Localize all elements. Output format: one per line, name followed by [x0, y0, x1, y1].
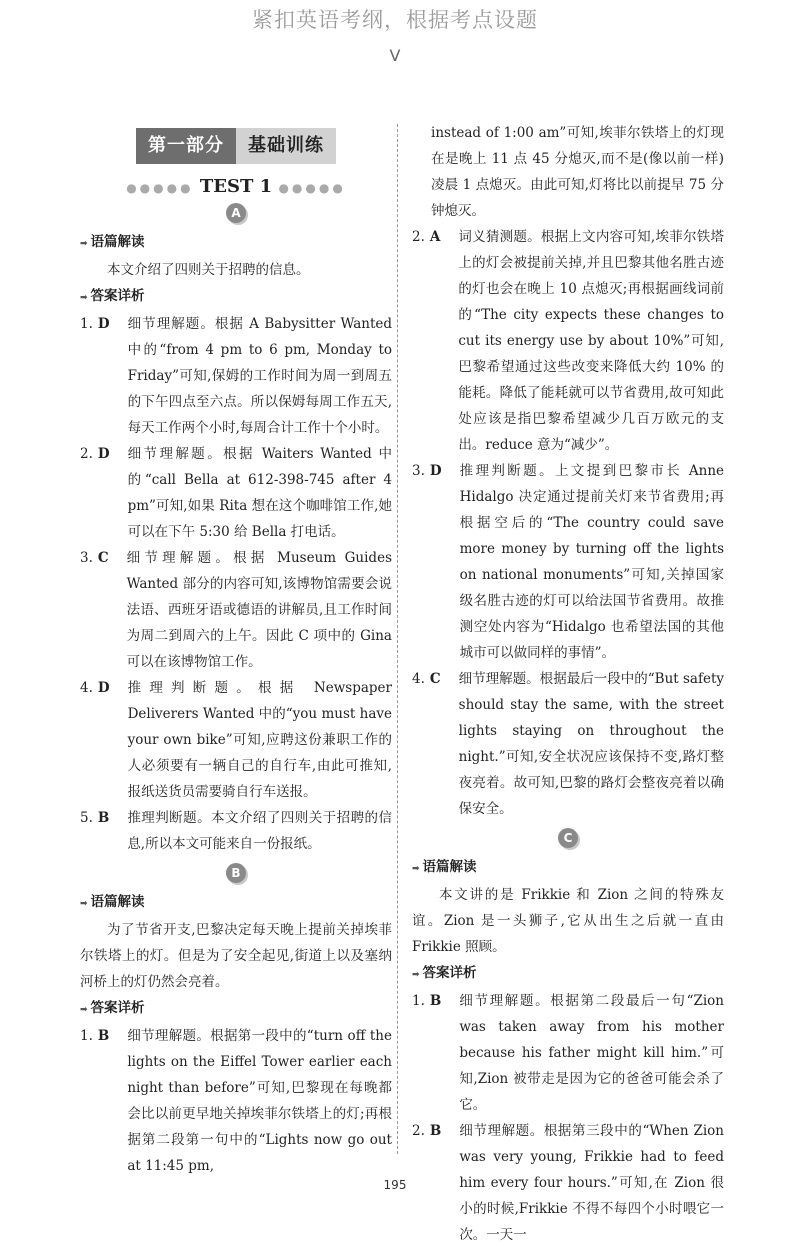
answer-item: 3. D 推理判断题。上文提到巴黎市长 Anne Hidalgo 决定通过提前关灯来节省费用;再根据空后的“The country could save more money by turning off the lights on national monuments”可知,关掉国家级名胜古迹的灯可以给法国节省费用。故推测空处内容为“Hidalgo 也希望法国的其他城市可以做同样的事情”。	[412, 463, 724, 661]
answer-item: 4. D 推理判断题。根据 Newspaper Deliverers Wanted 中的“you must have your own bike”可知,应聘这份兼职工作的人必须要有一辆自己的自行车,由此可推知,报纸送货员需要骑自行车送报。	[80, 680, 392, 800]
section-answers-c: ➡ 答案详析	[412, 965, 477, 981]
section-reading-a: ➡ 语篇解读	[80, 234, 145, 250]
passage-b-letter: B	[226, 863, 246, 883]
header-title: 紧扣英语考纲，根据考点设题	[252, 8, 538, 32]
pointer-icon: ➡	[80, 239, 88, 249]
passage-a-summary: 本文介绍了四则关于招聘的信息。	[107, 262, 310, 278]
test-heading	[80, 174, 392, 201]
passage-c-summary: 本文讲的是 Frikkie 和 Zion 之间的特殊友谊。Zion 是一头狮子,它从出生之后就一直由 Frikkie 照顾。	[412, 887, 724, 955]
pointer-icon: ➡	[80, 1005, 88, 1015]
part-subtitle: 基础训练	[236, 128, 336, 164]
answer-item: 1. D 细节理解题。根据 A Babysitter Wanted 中的“from 4 pm to 6 pm, Monday to Friday”可知,保姆的工作时间为周一到周五的下午四点至六点。所以保姆每周工作五天,每天工作两个小时,每周合计工作十个小时。	[80, 316, 392, 436]
answer-item: 5. B 推理判断题。本文介绍了四则关于招聘的信息,所以本文可能来自一份报纸。	[80, 810, 392, 852]
column-divider	[397, 124, 398, 1154]
answer-item: 2. D 细节理解题。根据 Waiters Wanted 中的“call Bella at 612-398-745 after 4 pm”可知,如果 Rita 想在这个咖啡馆工作,她可以在下午 5:30 给 Bella 打电话。	[80, 446, 392, 540]
section-reading-b: ➡ 语篇解读	[80, 894, 145, 910]
section-answers-a: ➡ 答案详析	[80, 288, 145, 304]
pointer-icon: ➡	[412, 864, 420, 874]
header-roman-numeral: V	[389, 46, 401, 65]
page-number: 195	[383, 1178, 407, 1192]
decor-dots-right: ●●●●●	[278, 181, 346, 195]
answer-item: 4. C 细节理解题。根据最后一段中的“But safety should stay the same, with the street lights staying on throughout the night.”可知,安全状况应该保持不变,路灯整夜亮着。故可知,巴黎的路灯会整夜亮着以确保安全。	[412, 671, 724, 817]
answer-item: 2. A 词义猜测题。根据上文内容可知,埃菲尔铁塔上的灯会被提前关掉,并且巴黎其他名胜古迹的灯也会在晚上 10 点熄灭;再根据画线词前的“The city expects these changes to cut its energy use by about 10%”可知,巴黎希望通过这些改变来降低大约 10% 的能耗。降低了能耗就可以节省费用,故可知此处应该是指巴黎希望减少几百万欧元的支出。reduce 意为“减少”。	[412, 229, 724, 453]
pointer-icon: ➡	[80, 293, 88, 303]
answer-continuation: instead of 1:00 am”可知,埃菲尔铁塔上的灯现在是晚上 11 点 45 分熄灭,而不是(像以前一样)凌晨 1 点熄灭。由此可知,灯将比以前提早 75 分钟熄灭。	[431, 125, 724, 219]
pointer-icon: ➡	[80, 899, 88, 909]
passage-c-marker	[412, 828, 724, 848]
passage-b-summary: 为了节省开支,巴黎决定每天晚上提前关掉埃菲尔铁塔上的灯。但是为了安全起见,街道上以及塞纳河桥上的灯仍然会亮着。	[80, 922, 392, 990]
part-banner	[80, 128, 392, 164]
section-reading-c: ➡ 语篇解读	[412, 859, 477, 875]
decor-dots-left: ●●●●●	[126, 181, 194, 195]
right-column	[412, 120, 724, 1248]
test-title: TEST 1	[199, 176, 273, 197]
left-column	[80, 120, 392, 1179]
passage-c-letter: C	[558, 828, 578, 848]
passage-a-letter: A	[226, 203, 246, 223]
passage-a-marker	[80, 203, 392, 223]
answer-item: 1. B 细节理解题。根据第一段中的“turn off the lights on the Eiffel Tower earlier each night than before”可知,巴黎现在每晚都会比以前更早地关掉埃菲尔铁塔上的灯;再根据第二段第一句中的“Lights now go out at 11:45 pm,	[80, 1028, 392, 1174]
part-label: 第一部分	[136, 128, 236, 164]
answer-item: 3. C 细节理解题。根据 Museum Guides Wanted 部分的内容可知,该博物馆需要会说法语、西班牙语或德语的讲解员,且工作时间为周二到周六的上午。因此 C 项中的 Gina 可以在该博物馆工作。	[80, 550, 392, 670]
answer-item: 1. B 细节理解题。根据第二段最后一句“Zion was taken away from his mother because his father might kill him.”可知,Zion 被带走是因为它的爸爸可能会杀了它。	[412, 993, 724, 1113]
passage-b-marker	[80, 863, 392, 883]
section-answers-b: ➡ 答案详析	[80, 1000, 145, 1016]
answer-item: 2. B 细节理解题。根据第三段中的“When Zion was very young, Frikkie had to feed him every four hours.”可知,在 Zion 很小的时候,Frikkie 不得不每四个小时喂它一次。一天一	[412, 1123, 724, 1243]
pointer-icon: ➡	[412, 970, 420, 980]
